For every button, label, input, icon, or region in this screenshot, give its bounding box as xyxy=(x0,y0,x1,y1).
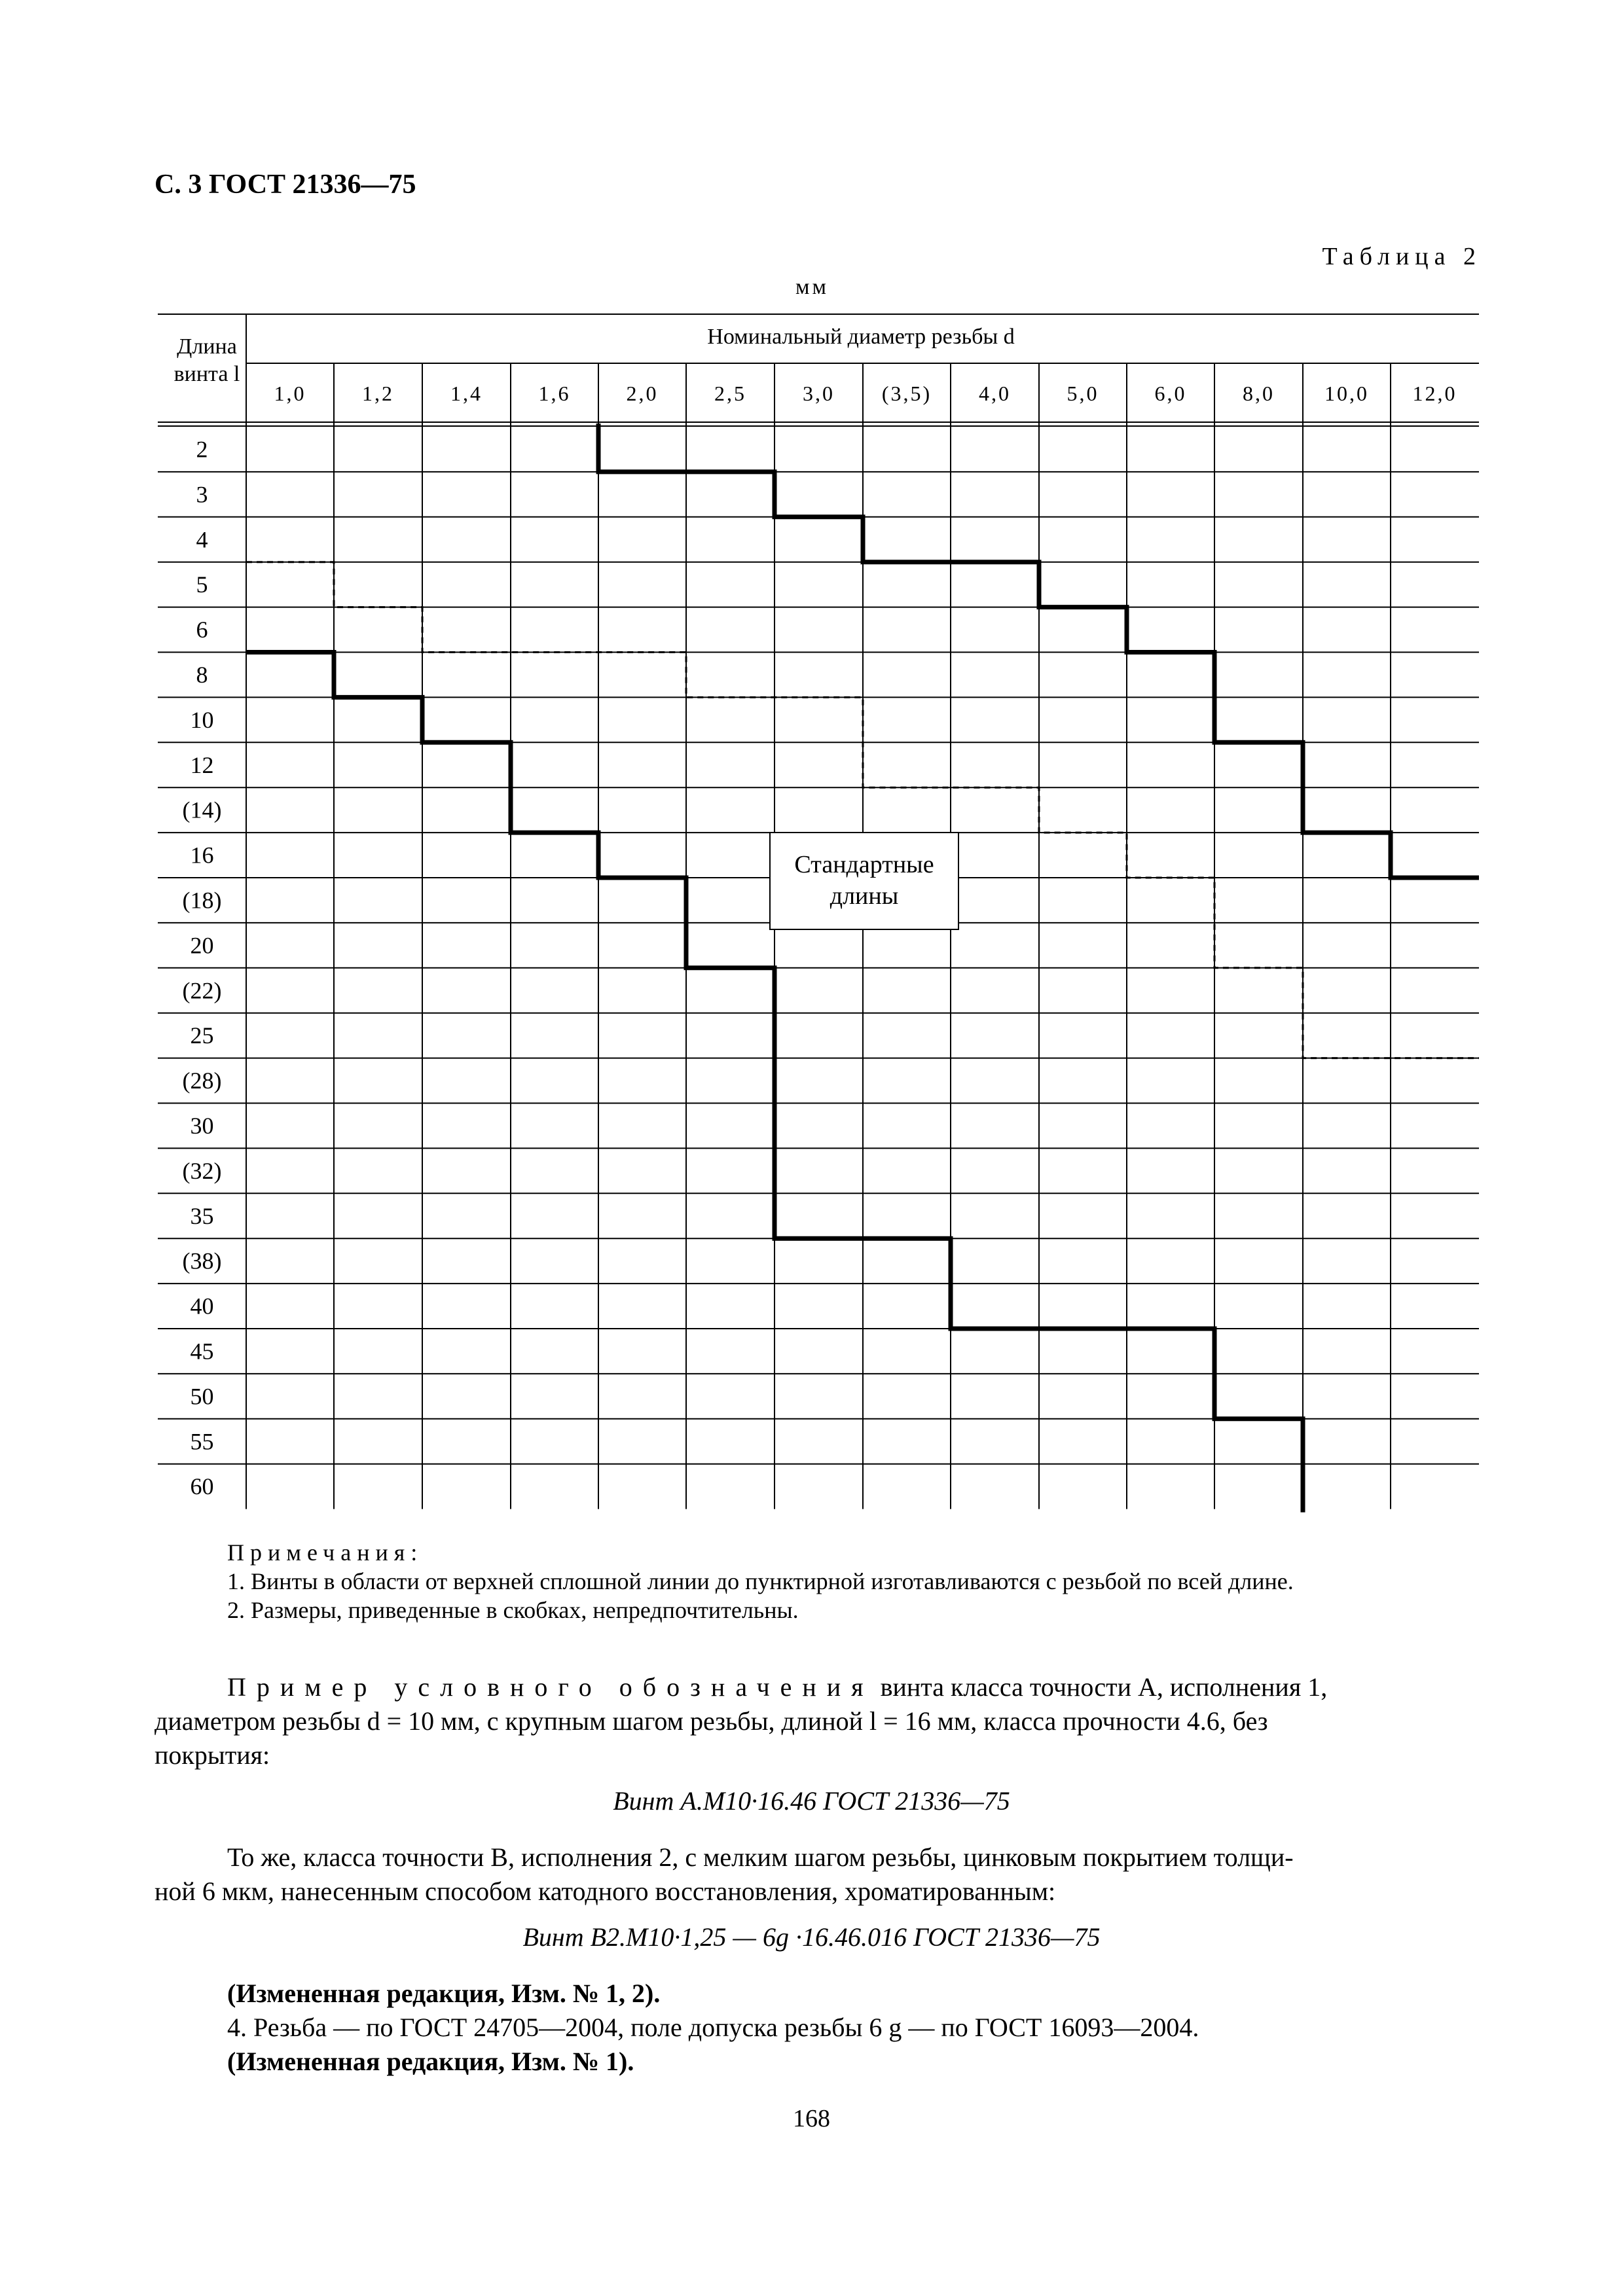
diameter-label: 12,0 xyxy=(1412,382,1457,405)
length-label: 30 xyxy=(190,1112,214,1139)
example-line1 xyxy=(227,1670,1327,1704)
length-label: (22) xyxy=(182,977,222,1004)
length-label: (38) xyxy=(182,1247,222,1274)
diameter-label: 5,0 xyxy=(1067,382,1099,405)
example-line2: диаметром резьбы d = 10 мм, с крупным шагом резьбы, длиной l = 16 мм, класса прочности 4.6, без xyxy=(155,1706,1268,1736)
diameter-label: 1,6 xyxy=(538,382,571,405)
page-number: 168 xyxy=(793,2105,830,2132)
length-label: 6 xyxy=(196,617,208,643)
notes xyxy=(227,1538,1294,1624)
length-label: 40 xyxy=(190,1293,214,1319)
row-header-line2: винта l xyxy=(173,362,240,386)
diameter-label: 4,0 xyxy=(979,382,1011,405)
length-label: (14) xyxy=(182,797,222,823)
para2-line1: То же, класса точности В, исполнения 2, с мелким шагом резьбы, цинковым покрытием толщи- xyxy=(227,1842,1294,1872)
formula-2: Винт В2.М10·1,25 — 6g ·16.46.016 ГОСТ 21336—75 xyxy=(522,1922,1101,1952)
length-label: 2 xyxy=(196,436,208,463)
diameter-label: (3,5) xyxy=(881,382,932,405)
diameter-label: 3,0 xyxy=(803,382,835,405)
page-header: С. 3 ГОСТ 21336—75 xyxy=(155,170,416,200)
standard-lengths-box xyxy=(770,833,958,929)
diameter-label: 1,2 xyxy=(362,382,394,405)
diameter-label: 2,0 xyxy=(626,382,659,405)
unit-label: мм xyxy=(795,275,830,299)
standard-box-line2: длины xyxy=(830,882,899,910)
standard-box-line1: Стандартные xyxy=(794,851,934,878)
length-label: 12 xyxy=(190,751,214,778)
diameter-label: 10,0 xyxy=(1324,382,1369,405)
length-label: 10 xyxy=(190,706,214,733)
length-label: 45 xyxy=(190,1338,214,1365)
length-label: 16 xyxy=(190,842,214,869)
notes-title: Примечания: xyxy=(227,1539,424,1566)
para2-line2: ной 6 мкм, нанесенным способом катодного восстановления, хроматированным: xyxy=(155,1876,1056,1906)
change-note-1: (Измененная редакция, Изм. № 1, 2). xyxy=(227,1979,661,2008)
change-note-2: (Измененная редакция, Изм. № 1). xyxy=(227,2047,634,2076)
length-label: 8 xyxy=(196,661,208,688)
length-label: 35 xyxy=(190,1202,214,1229)
length-label: 50 xyxy=(190,1383,214,1410)
diameter-label: 1,4 xyxy=(450,382,483,405)
table-label: Таблица 2 xyxy=(1322,243,1482,270)
length-label: 25 xyxy=(190,1022,214,1049)
length-label: 4 xyxy=(196,526,208,553)
length-label: (32) xyxy=(182,1157,222,1184)
item-4: 4. Резьба — по ГОСТ 24705—2004, поле допуска резьбы 6 g — по ГОСТ 16093—2004. xyxy=(227,2013,1199,2042)
note-2: 2. Размеры, приведенные в скобках, непредпочтительны. xyxy=(227,1597,799,1623)
length-label: 20 xyxy=(190,932,214,959)
col-group-header: Номинальный диаметр резьбы d xyxy=(707,325,1015,349)
length-label: (28) xyxy=(182,1067,222,1094)
formula-1: Винт А.М10·16.46 ГОСТ 21336—75 xyxy=(613,1786,1010,1816)
length-label: 5 xyxy=(196,571,208,598)
diameter-label: 6,0 xyxy=(1154,382,1187,405)
diameter-label: 2,5 xyxy=(714,382,746,405)
example-line3: покрытия: xyxy=(155,1740,270,1770)
length-label: 3 xyxy=(196,481,208,508)
diameter-label: 8,0 xyxy=(1243,382,1275,405)
length-label: (18) xyxy=(182,887,222,914)
diameter-label: 1,0 xyxy=(274,382,306,405)
example-lead: Пример условного обозначения xyxy=(227,1672,874,1702)
example-text: винта класса точности А, исполнения 1, xyxy=(873,1672,1328,1702)
length-label: 60 xyxy=(190,1473,214,1500)
note-1: 1. Винты в области от верхней сплошной линии до пунктирной изготавливаются с резьбой по всей длине. xyxy=(227,1568,1294,1594)
length-label: 55 xyxy=(190,1428,214,1455)
row-header-line1: Длина xyxy=(177,334,237,359)
